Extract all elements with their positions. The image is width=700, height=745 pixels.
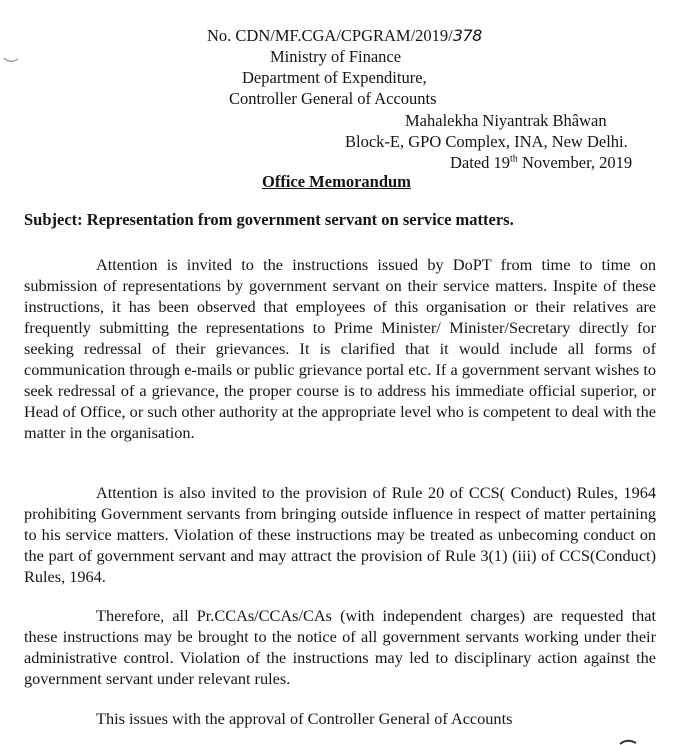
memo-title: Office Memorandum <box>262 172 411 191</box>
scan-mark-bottom <box>618 738 638 745</box>
memo-date-day: Dated 19 <box>450 153 511 172</box>
memo-date-suffix: th <box>510 153 518 165</box>
office-address: Block-E, GPO Complex, INA, New Delhi. <box>345 132 628 151</box>
paragraph-4: This issues with the approval of Controller General of Accounts <box>96 709 513 728</box>
paragraph-1: Attention is invited to the instructions issued by DoPT from time to time on submission of representations by government servant on their service matters. Inspite of these instructions, it has been observed that employees of this organisation or their relatives are frequently submitting the representations to Prime Minister/ Minister/Secretary directly for seeking redressal of their grievances. It is clarified that it would include all forms of communication through e-mails or public grievance portal etc. If a government servant wishes to seek redressal of a grievance, the proper course is to address his immediate official superior, or Head of Office, or such other authority at the appropriate level who is competent to deal with the matter in the organisation. <box>24 255 656 442</box>
office-name: Controller General of Accounts <box>229 89 437 108</box>
memo-date-month-year: November, 2019 <box>517 153 633 172</box>
scan-mark <box>2 55 22 65</box>
department-name: Department of Expenditure, <box>242 68 427 87</box>
ministry-name: Ministry of Finance <box>270 47 402 66</box>
paragraph-2: Attention is also invited to the provision of Rule 20 of CCS( Conduct) Rules, 1964 prohibiting Government servants from bringing outside influence in respect of matter pertaining to his service matters. Violation of these instructions may be treated as unbecoming conduct on the part of government servant and may attract the provision of Rule 3(1) (iii) of CCS(Conduct) Rules, 1964. <box>24 483 656 586</box>
reference-number-handwritten: 378 <box>452 26 482 45</box>
paragraph-3: Therefore, all Pr.CCAs/CCAs/CAs (with independent charges) are requested that these instructions may be brought to the notice of all government servants working under their administrative control. Violation of the instructions may led to disciplinary action against the government servant under relevant rules. <box>24 606 656 688</box>
reference-number-printed: No. CDN/MF.CGA/CPGRAM/2019/ <box>207 26 453 45</box>
building-name: Mahalekha Niyantrak Bhâwan <box>405 111 607 130</box>
reference-number <box>207 25 482 46</box>
memo-date <box>450 152 632 173</box>
memo-subject: Subject: Representation from government servant on service matters. <box>24 210 514 229</box>
